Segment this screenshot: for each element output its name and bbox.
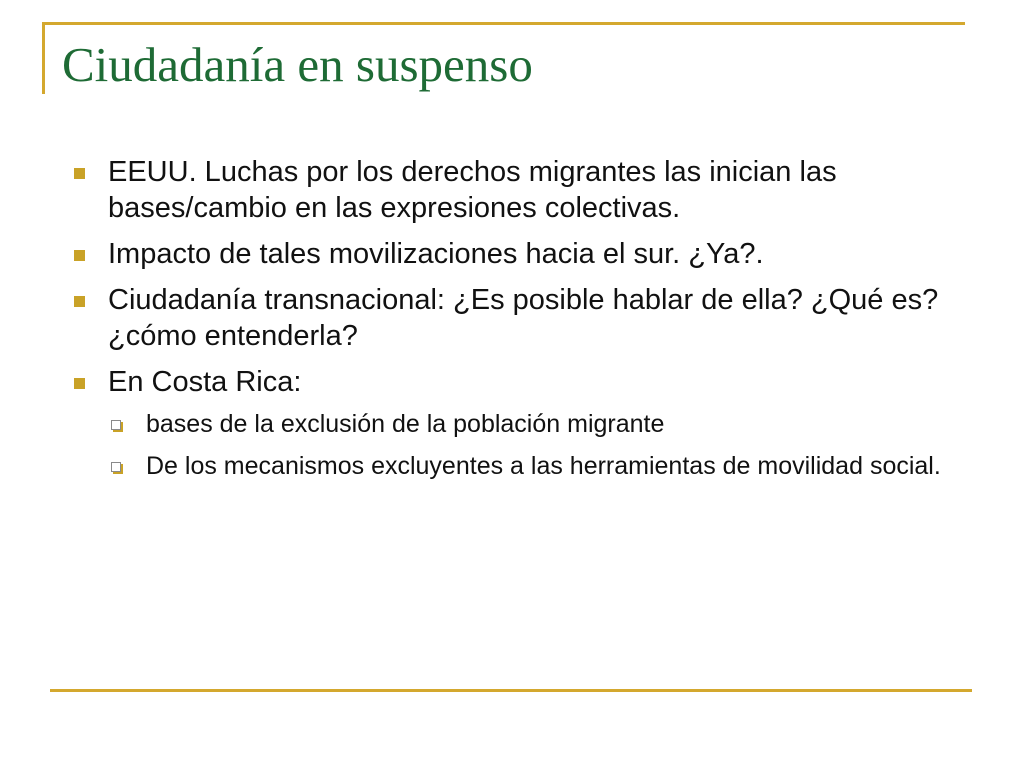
sub-bullet-item <box>108 406 954 442</box>
square-bullet-icon <box>74 378 85 389</box>
bullet-item <box>74 364 954 484</box>
bullet-text: Ciudadanía transnacional: ¿Es posible hablar de ella? ¿Qué es? ¿cómo entenderla? <box>108 284 939 352</box>
bullet-text: EEUU. Luchas por los derechos migrantes las inician las bases/cambio en las expresiones colectivas. <box>108 156 837 224</box>
sub-bullet-item <box>108 448 954 484</box>
sub-bullet-text: De los mecanismos excluyentes a las herramientas de movilidad social. <box>146 452 941 480</box>
bullet-item <box>74 154 954 226</box>
bullet-text: Impacto de tales movilizaciones hacia el sur. ¿Ya?. <box>108 238 764 270</box>
sub-bullet-list <box>108 406 954 484</box>
square-bullet-icon <box>74 250 85 261</box>
frame-left-rule <box>42 22 45 94</box>
hollow-square-bullet-icon <box>111 462 121 472</box>
slide-title: Ciudadanía en suspenso <box>62 37 533 92</box>
frame-top-rule <box>42 22 965 25</box>
bullet-item <box>74 236 954 272</box>
bullet-list <box>74 154 954 494</box>
frame-bottom-rule <box>50 689 972 692</box>
hollow-square-bullet-icon <box>111 420 121 430</box>
sub-bullet-text: bases de la exclusión de la población migrante <box>146 410 665 438</box>
bullet-item <box>74 282 954 354</box>
bullet-text: En Costa Rica: <box>108 366 302 398</box>
square-bullet-icon <box>74 168 85 179</box>
square-bullet-icon <box>74 296 85 307</box>
